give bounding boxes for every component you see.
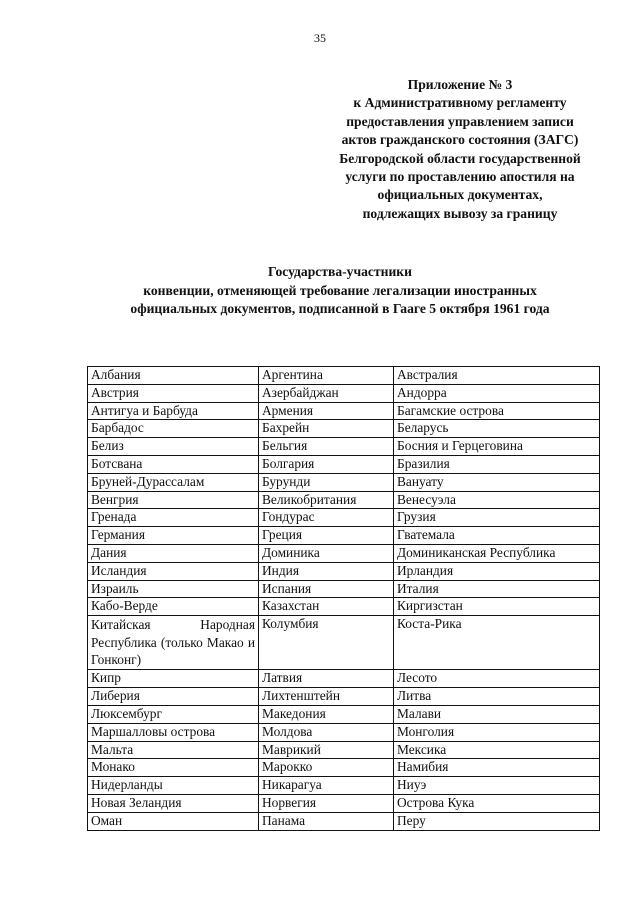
table-cell: Венгрия (88, 491, 259, 509)
table-row (88, 420, 600, 438)
table-row (88, 384, 600, 402)
table-cell: Маршалловы острова (88, 723, 259, 741)
table-cell: Малави (394, 705, 600, 723)
table-cell: Греция (259, 527, 394, 545)
table-row (88, 741, 600, 759)
table-row (88, 777, 600, 795)
table-cell: Литва (394, 688, 600, 706)
table-cell: Норвегия (259, 794, 394, 812)
document-title (60, 263, 620, 319)
table-row (88, 473, 600, 491)
table-cell: Марокко (259, 759, 394, 777)
table-cell: Австралия (394, 367, 600, 385)
table-cell: Перу (394, 812, 600, 830)
appendix-line: услуги по проставлению апостиля на (345, 169, 575, 185)
table-row (88, 759, 600, 777)
table-cell: Белиз (88, 438, 259, 456)
table-cell: Коста-Рика (394, 616, 600, 670)
table-cell: Индия (259, 562, 394, 580)
table-cell: Италия (394, 580, 600, 598)
table-cell: Бахрейн (259, 420, 394, 438)
appendix-line: Белгородской области государственной (339, 150, 581, 166)
table-cell: Молдова (259, 723, 394, 741)
table-row (88, 544, 600, 562)
table-cell: Ирландия (394, 562, 600, 580)
table-cell: Армения (259, 402, 394, 420)
table-cell: Австрия (88, 384, 259, 402)
table-cell: Колумбия (259, 616, 394, 670)
table-cell: Латвия (259, 670, 394, 688)
table-cell: Киргизстан (394, 598, 600, 616)
table-cell: Грузия (394, 509, 600, 527)
table-cell: Антигуа и Барбуда (88, 402, 259, 420)
table-cell: Намибия (394, 759, 600, 777)
table-row (88, 509, 600, 527)
table-row (88, 455, 600, 473)
table-cell: Венесуэла (394, 491, 600, 509)
table-cell: Китайская Народная Республика (только Макао и Гонконг) (88, 616, 259, 670)
table-cell: Германия (88, 527, 259, 545)
table-row (88, 491, 600, 509)
table-cell: Бразилия (394, 455, 600, 473)
table-cell: Лесото (394, 670, 600, 688)
table-cell: Дания (88, 544, 259, 562)
table-cell: Бурунди (259, 473, 394, 491)
table-row (88, 812, 600, 830)
title-line: Государства-участники (268, 264, 412, 279)
table-cell: Вануату (394, 473, 600, 491)
appendix-line: Приложение № 3 (407, 77, 513, 92)
table-cell: Гватемала (394, 527, 600, 545)
table-row (88, 794, 600, 812)
table-cell: Оман (88, 812, 259, 830)
table-cell: Новая Зеландия (88, 794, 259, 812)
table-row (88, 670, 600, 688)
table-cell: Гондурас (259, 509, 394, 527)
table-row (88, 705, 600, 723)
table-row (88, 688, 600, 706)
table-cell: Гренада (88, 509, 259, 527)
table-cell: Маврикий (259, 741, 394, 759)
page-number: 35 (314, 31, 326, 45)
table-cell: Монголия (394, 723, 600, 741)
appendix-line: официальных документах, (377, 187, 543, 203)
table-cell: Ниуэ (394, 777, 600, 795)
table-cell: Барбадос (88, 420, 259, 438)
table-cell: Никарагуа (259, 777, 394, 795)
title-line: конвенции, отменяющей требование легализации иностранных (143, 282, 537, 298)
table-cell: Монако (88, 759, 259, 777)
table-row (88, 723, 600, 741)
table-cell: Испания (259, 580, 394, 598)
appendix-heading (310, 76, 610, 223)
table-cell: Исландия (88, 562, 259, 580)
table-row (88, 598, 600, 616)
appendix-line: к Административному регламенту (353, 95, 567, 111)
table-cell: Казахстан (259, 598, 394, 616)
table-cell: Азербайджан (259, 384, 394, 402)
appendix-line: предоставления управлением записи (346, 113, 574, 129)
table-cell: Панама (259, 812, 394, 830)
table-cell: Албания (88, 367, 259, 385)
table-cell: Люксембург (88, 705, 259, 723)
table-cell: Багамские острова (394, 402, 600, 420)
table-cell: Доминиканская Республика (394, 544, 600, 562)
table-row (88, 367, 600, 385)
table-cell: Бруней-Дурассалам (88, 473, 259, 491)
table-cell: Мексика (394, 741, 600, 759)
table-cell: Кабо-Верде (88, 598, 259, 616)
table-cell: Андорра (394, 384, 600, 402)
table-cell: Доминика (259, 544, 394, 562)
table-cell: Израиль (88, 580, 259, 598)
table-row (88, 616, 600, 670)
table-row (88, 438, 600, 456)
table-cell: Босния и Герцеговина (394, 438, 600, 456)
table-cell: Аргентина (259, 367, 394, 385)
table-row (88, 580, 600, 598)
table-cell: Беларусь (394, 420, 600, 438)
table-cell: Кипр (88, 670, 259, 688)
appendix-line: актов гражданского состояния (ЗАГС) (341, 132, 579, 148)
table-cell: Болгария (259, 455, 394, 473)
table-cell: Мальта (88, 741, 259, 759)
appendix-line: подлежащих вывозу за границу (362, 205, 558, 221)
title-line: официальных документов, подписанной в Гааге 5 октября 1961 года (130, 301, 550, 316)
table-cell: Ботсвана (88, 455, 259, 473)
table-row (88, 562, 600, 580)
table-row (88, 527, 600, 545)
table-cell: Либерия (88, 688, 259, 706)
table-cell: Македония (259, 705, 394, 723)
table-cell: Нидерланды (88, 777, 259, 795)
table-cell: Великобритания (259, 491, 394, 509)
table-cell: Острова Кука (394, 794, 600, 812)
table-row (88, 402, 600, 420)
member-states-table (87, 366, 600, 831)
table-cell: Лихтенштейн (259, 688, 394, 706)
table-cell: Бельгия (259, 438, 394, 456)
